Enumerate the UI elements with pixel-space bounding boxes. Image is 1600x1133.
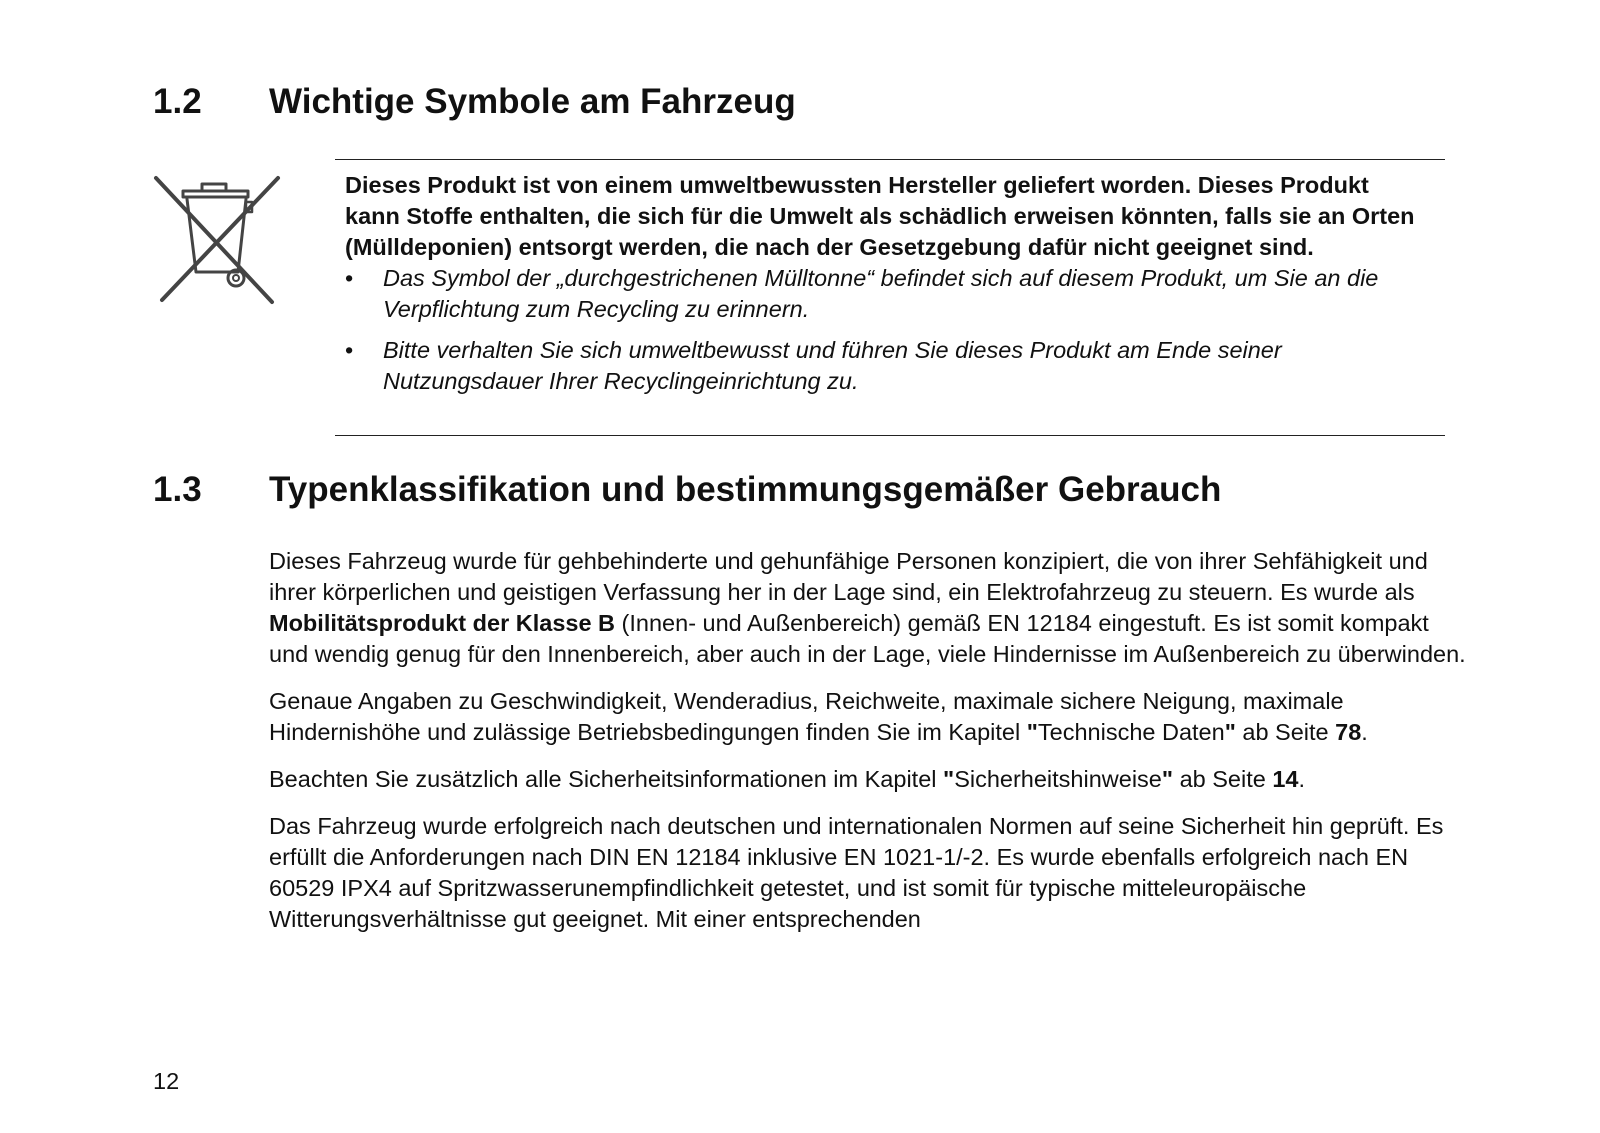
section-title: Typenklassifikation und bestimmungsgemäßer Gebrauch — [269, 470, 1222, 509]
bullet-text: Bitte verhalten Sie sich umweltbewusst und führen Sie dieses Produkt am Ende seiner Nutzungsdauer Ihrer Recyclingeinrichtung zu. — [383, 337, 1282, 394]
section-1-3-heading — [153, 470, 1221, 510]
wee-symbol-info-box — [335, 159, 1445, 436]
paragraph-safety: Beachten Sie zusätzlich alle Sicherheitsinformationen im Kapitel "Sicherheitshinweise" ab Seite 14. — [269, 766, 1306, 792]
paragraph-technical-data: Genaue Angaben zu Geschwindigkeit, Wenderadius, Reichweite, maximale sichere Neigung, maximale Hindernishöhe und zulässige Betriebsbedingungen finden Sie im Kapitel "Technische Daten" ab Seite 78. — [269, 688, 1368, 745]
class-b-term: Mobilitätsprodukt der Klasse B — [269, 610, 616, 636]
recycling-bullet-list — [335, 263, 1445, 397]
bullet-icon: • — [345, 337, 354, 363]
section-1-2-heading — [153, 82, 796, 122]
list-item — [335, 335, 1443, 397]
chapter-reference: Sicherheitshinweise — [954, 766, 1162, 792]
page-reference: 14 — [1272, 766, 1299, 792]
section-1-3-body — [269, 546, 1469, 951]
section-number: 1.2 — [153, 82, 202, 121]
page-number: 12 — [153, 1068, 180, 1094]
bullet-icon: • — [345, 265, 354, 291]
chapter-reference: Technische Daten — [1037, 719, 1225, 745]
page-reference: 78 — [1335, 719, 1362, 745]
section-number: 1.3 — [153, 470, 202, 509]
paragraph-standards: Das Fahrzeug wurde erfolgreich nach deutschen und internationalen Normen auf seine Sicherheit hin geprüft. Es erfüllt die Anforderungen nach DIN EN 12184 inklusive EN 1021-1/-2. Es wurde ebenfalls erfolgreich nach EN 60529 IPX4 auf Spritzwasserunempfindlichkeit getestet, und ist somit für typische mitteleuropäische Witterungsverhältnisse gut geeignet. Mit einer entsprechenden — [269, 813, 1444, 932]
paragraph-classification: Dieses Fahrzeug wurde für gehbehinderte und gehunfähige Personen konzipiert, die von ihrer Sehfähigkeit und ihrer körperlichen und geistigen Verfassung her in der Lage sind, ein Elektrofahrzeug zu steuern. Es wurde als Mobilitätsprodukt der Klasse B (Innen- und Außenbereich) gemäß EN 12184 eingestuft. Es ist somit kompakt und wendig genug für den Innenbereich, aber auch in der Lage, viele Hindernisse im Außenbereich zu überwinden. — [269, 548, 1466, 667]
bullet-text: Das Symbol der „durchgestrichenen Mülltonne“ befindet sich auf diesem Produkt, um Sie an die Verpflichtung zum Recycling zu erinnern. — [383, 265, 1379, 322]
list-item — [335, 263, 1443, 325]
manufacturer-notice: Dieses Produkt ist von einem umweltbewussten Hersteller geliefert worden. Dieses Produkt kann Stoffe enthalten, die sich für die Umwelt als schädlich erweisen könnten, falls sie an Orten (Mülldeponien) entsorgt werden, die nach der Gesetzgebung dafür nicht geeignet sind. — [345, 172, 1415, 260]
crossed-out-wheelie-bin-icon — [150, 172, 286, 308]
section-title: Wichtige Symbole am Fahrzeug — [269, 82, 796, 121]
